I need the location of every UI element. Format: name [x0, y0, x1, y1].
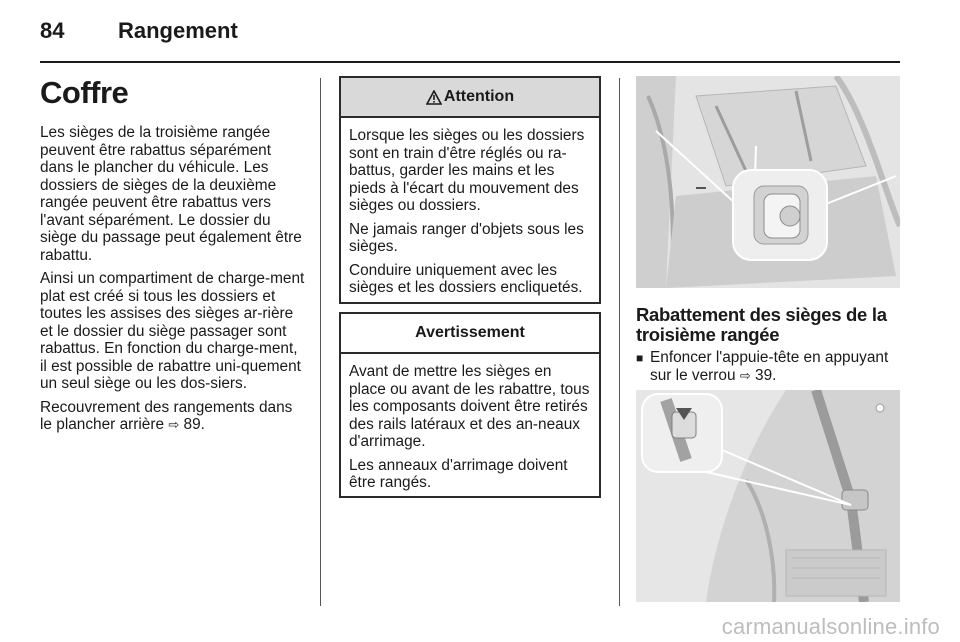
warning-header — [341, 314, 599, 354]
reference-arrow-icon: ⇨ — [168, 417, 180, 432]
cargo-area-illustration — [636, 76, 900, 288]
warning-title: Avertissement — [415, 324, 525, 341]
header-rule — [40, 61, 900, 63]
attention-body — [341, 118, 599, 297]
section-title: Coffre — [40, 75, 129, 110]
column-divider-left — [320, 78, 321, 606]
floor-storage-page-ref[interactable]: 89. — [183, 416, 205, 433]
chapter-title: Rangement — [118, 18, 238, 43]
warning-body — [341, 354, 599, 492]
attention-box — [339, 76, 601, 304]
page-number: 84 — [40, 18, 65, 43]
warning-paragraph-1: Avant de mettre les sièges en place ou avant de les rabattre, tous les composants doivent être retirés des rails latéraux et des an-neaux d'arrimage. — [349, 363, 590, 450]
headrest-lock-illustration — [636, 390, 900, 602]
subheading-third-row: Rabattement des sièges de la troisième rangée — [636, 304, 887, 345]
attention-header — [341, 78, 599, 118]
warning-box — [339, 312, 601, 498]
step-text-wrapper — [650, 349, 906, 384]
watermark: carmanualsonline.info — [721, 614, 940, 639]
floor-storage-text: Recouvrement des rangements dans le plancher arrière — [40, 398, 293, 433]
warning-triangle-icon — [426, 90, 442, 105]
step-reference-arrow-icon: ⇨ — [739, 367, 751, 383]
attention-title: Attention — [443, 88, 515, 105]
attention-paragraph-2: Ne jamais ranger d'objets sous les sièges. — [349, 220, 584, 255]
left-column-text — [40, 124, 308, 440]
paragraph-intro: Les sièges de la troisième rangée peuvent être rabattus séparément dans le plancher du véhicule. Les dossiers de sièges de la deuxième rangée peuvent être rabattus vers l'avant séparément. Le dossier du siège du passage peut également être rabattu. — [40, 124, 302, 264]
attention-paragraph-3: Conduire uniquement avec les sièges et les dossiers encliquetés. — [349, 261, 583, 296]
paragraph-floor-storage — [40, 399, 308, 434]
step-text: Enfoncer l'appuie-tête en appuyant sur le verrou — [650, 349, 889, 384]
paragraph-load-compartment: Ainsi un compartiment de charge-ment plat est créé si tous les dossiers et toutes les assises des sièges ar-rière et le dossier du siège passager sont rabattus. En fonction du charge-ment, il est possible de rabattre uni-quement un seul siège ou les dos-siers. — [40, 270, 305, 392]
step-item — [636, 349, 906, 384]
column-divider-right — [619, 78, 620, 606]
attention-paragraph-1: Lorsque les sièges ou les dossiers sont en train d'être réglés ou ra-battus, garder les mains et les pieds à l'écart du mouvement des sièges ou dossiers. — [349, 127, 585, 214]
warning-paragraph-2: Les anneaux d'arrimage doivent être rangés. — [349, 456, 568, 491]
bullet-icon: ■ — [636, 351, 644, 365]
step-page-ref[interactable]: 39. — [755, 366, 777, 384]
